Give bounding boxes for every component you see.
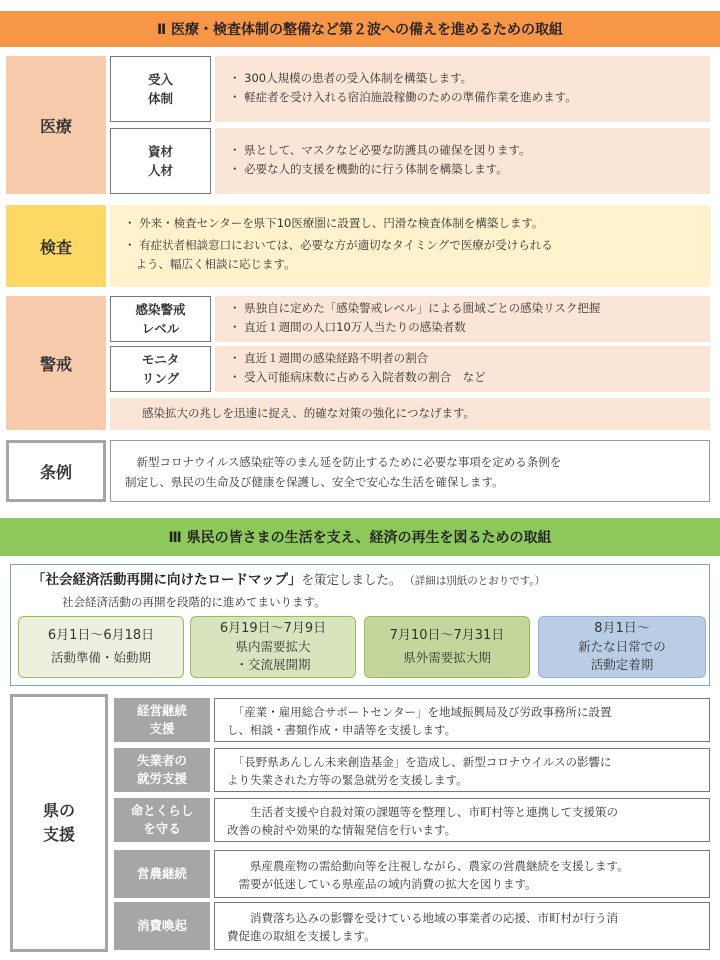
alert-sub-monitoring: モニタ リング [110,346,211,392]
roadmap-title-suffix: を策定しました。 [301,572,402,587]
ordinance-label: 条例 [6,440,106,502]
medical-sub-intake: 受入 体制 [110,56,211,122]
alert-level-content: ・ 県独自に定めた「感染警戒レベル」による圏域ごとの感染リスク把握 ・ 直近１週間の人口10万人当たりの感染者数 [215,296,710,342]
section2-heading: Ⅱ 医療・検査体制の整備など第２波への備えを進めるための取組 [0,11,720,47]
medical-supplies-content: ・ 県として、マスクなど必要な防護具の確保を図ります。 ・ 必要な人的支援を機動的に行う体制を構築します。 [215,128,710,194]
section3-heading: Ⅲ 県民の皆さまの生活を支え、経済の再生を図るための取組 [0,518,720,556]
support-business-content: 「産業・雇用総合サポートセンター」を地域振興局及び労政事務所に設置 し、相談・書類作成・申請等を支援します。 [214,698,710,742]
ordinance-content: 新型コロナウイルス感染症等のまん延を防止するために必要な事項を定める条例を 制定し、県民の生命及び健康を保護し、安全で安心な生活を確保します。 [110,440,710,502]
roadmap-phase-2: 6月19日～7月9日 県内需要拡大 ・交流展開期 [190,616,356,678]
testing-label: 検査 [6,205,106,287]
medical-label: 医療 [6,56,106,194]
support-label: 県の 支援 [10,694,108,952]
roadmap-phase-1: 6月1日～6月18日 活動準備・始動期 [18,616,184,678]
roadmap-note: （詳細は別紙のとおりです。） [409,575,546,587]
roadmap-title-line [32,570,692,590]
support-livelihood-content: 生活者支援や自殺対策の課題等を整理し、市町村等と連携して支援策の 改善の検討や効果的な情報発信を行います。 [214,798,710,842]
support-sub-business: 経営継続 支援 [114,698,210,742]
alert-note: 感染拡大の兆しを迅速に捉え、的確な対策の強化につなげます。 [110,398,710,430]
alert-sub-level: 感染警戒 レベル [110,296,211,342]
support-consumption-content: 消費落ち込みの影響を受けている地域の事業者の応援、市町村が行う消 費促進の取組を支援します。 [214,902,710,950]
roadmap-phase-3: 7月10日～7月31日 県外需要拡大期 [364,616,530,678]
support-sub-livelihood: 命とくらし を守る [114,798,210,842]
support-sub-farming: 営農継続 [114,850,210,898]
alert-label: 警戒 [6,296,106,430]
support-employment-content: 「長野県あんしん未来創造基金」を造成し、新型コロナウイルスの影響に より失業された方等の緊急就労を支援します。 [214,748,710,792]
medical-intake-content: ・ 300人規模の患者の受入体制を構築します。 ・ 軽症者を受け入れる宿泊施設稼働のための準備作業を進めます。 [215,56,710,122]
roadmap-subtitle: 社会経済活動の再開を段階的に進めてまいります。 [62,595,326,609]
support-sub-consumption: 消費喚起 [114,902,210,950]
support-sub-employment: 失業者の 就労支援 [114,748,210,792]
roadmap-title: 「社会経済活動再開に向けたロードマップ」 [32,572,302,588]
roadmap-phase-4: 8月1日～ 新たな日常での 活動定着期 [538,616,706,678]
testing-content: ・ 外来・検査センターを県下10医療圏に設置し、円滑な検査体制を構築します。 ・ 有症状者相談窓口においては、必要な方が適切なタイミングで医療が受けられる よう、幅広く相談に応じます。 [110,205,710,287]
alert-monitoring-content: ・ 直近１週間の感染経路不明者の割合 ・ 受入可能病床数に占める入院者数の割合 など [215,346,710,392]
support-farming-content: 県産農産物の需給動向等を注視しながら、農家の営農継続を支援します。 需要が低迷している県産品の域内消費の拡大を図ります。 [214,850,710,898]
medical-sub-supplies: 資材 人材 [110,128,211,194]
